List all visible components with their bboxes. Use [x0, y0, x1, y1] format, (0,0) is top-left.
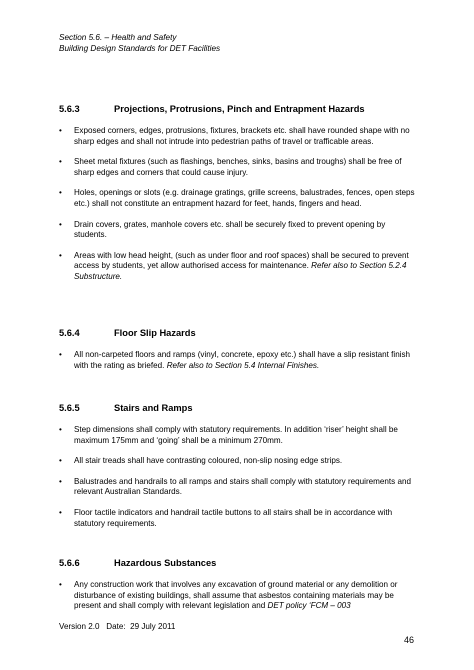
bullet-list	[59, 580, 419, 612]
bullet-icon: •	[59, 425, 62, 434]
section-number: 5.6.6	[59, 558, 80, 568]
list-item-text: Balustrades and handrails to all ramps and stairs shall comply with statutory requirements and relevant Australian Standards.	[74, 476, 411, 497]
list-item	[59, 126, 419, 147]
list-item-text: Holes, openings or slots (e.g. drainage gratings, grille screens, balustrades, fences, open steps etc.) shall not constitute an entrapment hazard for feet, hands, fingers and head.	[74, 188, 415, 208]
bullet-icon: •	[59, 476, 62, 486]
list-item	[59, 220, 419, 241]
footer-version-date: Version 2.0 Date: 29 July 2011	[59, 622, 176, 631]
list-item	[59, 251, 419, 283]
list-item-text: All non-carpeted floors and ramps (vinyl, concrete, epoxy etc.) shall have a slip resistant finish with the rating as briefed.	[74, 350, 411, 370]
bullet-icon: •	[59, 456, 62, 466]
bullet-list	[59, 350, 419, 371]
page-number: 46	[404, 635, 415, 645]
bullet-icon: •	[59, 350, 62, 359]
section-title: Projections, Protrusions, Pinch and Entrapment Hazards	[114, 104, 365, 114]
bullet-icon: •	[59, 219, 62, 229]
bullet-list	[59, 425, 419, 529]
list-item	[59, 350, 419, 371]
section-5-6-4	[59, 327, 419, 381]
list-item-text: Drain covers, grates, manhole covers etc. shall be securely fixed to prevent opening by students.	[74, 219, 386, 240]
cross-reference: Refer also to Section 5.2.4 Substructure.	[74, 261, 407, 281]
section-title: Floor Slip Hazards	[114, 328, 196, 338]
list-item-text: Any construction work that involves any excavation of ground material or any demolition or disturbance of existing buildings, shall assume that asbestos containing materials may be present and shall comply with relevant legislation and	[74, 580, 398, 610]
bullet-icon: •	[59, 157, 62, 167]
list-item	[59, 580, 419, 612]
section-5-6-6	[59, 557, 419, 622]
section-5-6-5	[59, 402, 419, 539]
header-document-title: Building Design Standards for DET Facilities	[59, 43, 221, 53]
cross-reference: DET policy ‘FCM – 003	[267, 601, 351, 610]
list-item	[59, 508, 419, 529]
bullet-icon: •	[59, 250, 62, 260]
section-title: Hazardous Substances	[114, 558, 217, 568]
bullet-list	[59, 126, 419, 282]
cross-reference: Refer also to Section 5.4 Internal Finishes.	[166, 360, 320, 370]
list-item-text: Sheet metal fixtures (such as flashings, benches, sinks, basins and troughs) shall be free of sharp edges and corners that could cause injury.	[74, 157, 402, 177]
bullet-icon: •	[59, 188, 62, 198]
section-heading	[59, 103, 419, 115]
list-item	[59, 456, 419, 467]
section-title: Stairs and Ramps	[114, 403, 193, 413]
section-heading	[59, 402, 419, 414]
header-section-title: Section 5.6. – Health and Safety	[59, 33, 177, 42]
section-number: 5.6.3	[59, 104, 80, 114]
list-item	[59, 157, 419, 178]
list-item-text: Floor tactile indicators and handrail tactile buttons to all stairs shall be in accordance with statutory requirements.	[74, 508, 393, 528]
list-item-text: Step dimensions shall comply with statutory requirements. In addition ‘riser’ height shall be maximum 175mm and ‘going’ shall be a minimum 270mm.	[74, 425, 398, 445]
section-number: 5.6.5	[59, 403, 80, 413]
section-5-6-3	[59, 103, 419, 292]
bullet-icon: •	[59, 126, 62, 135]
running-header	[59, 33, 220, 54]
list-item	[59, 477, 419, 498]
section-number: 5.6.4	[59, 328, 80, 338]
list-item	[59, 188, 419, 209]
bullet-icon: •	[59, 508, 62, 518]
list-item-text: All stair treads shall have contrasting coloured, non-slip nosing edge strips.	[74, 456, 343, 466]
list-item-text: Areas with low head height, (such as under floor and roof spaces) shall be secured to prevent access by students, yet allow authorised access for maintenance.	[74, 250, 409, 271]
list-item	[59, 425, 419, 446]
bullet-icon: •	[59, 580, 62, 589]
list-item-text: Exposed corners, edges, protrusions, fixtures, brackets etc. shall have rounded shape with no sharp edges and shall not intrude into pedestrian paths of travel or trafficable areas.	[74, 126, 410, 146]
section-heading	[59, 327, 419, 339]
section-heading	[59, 557, 419, 569]
